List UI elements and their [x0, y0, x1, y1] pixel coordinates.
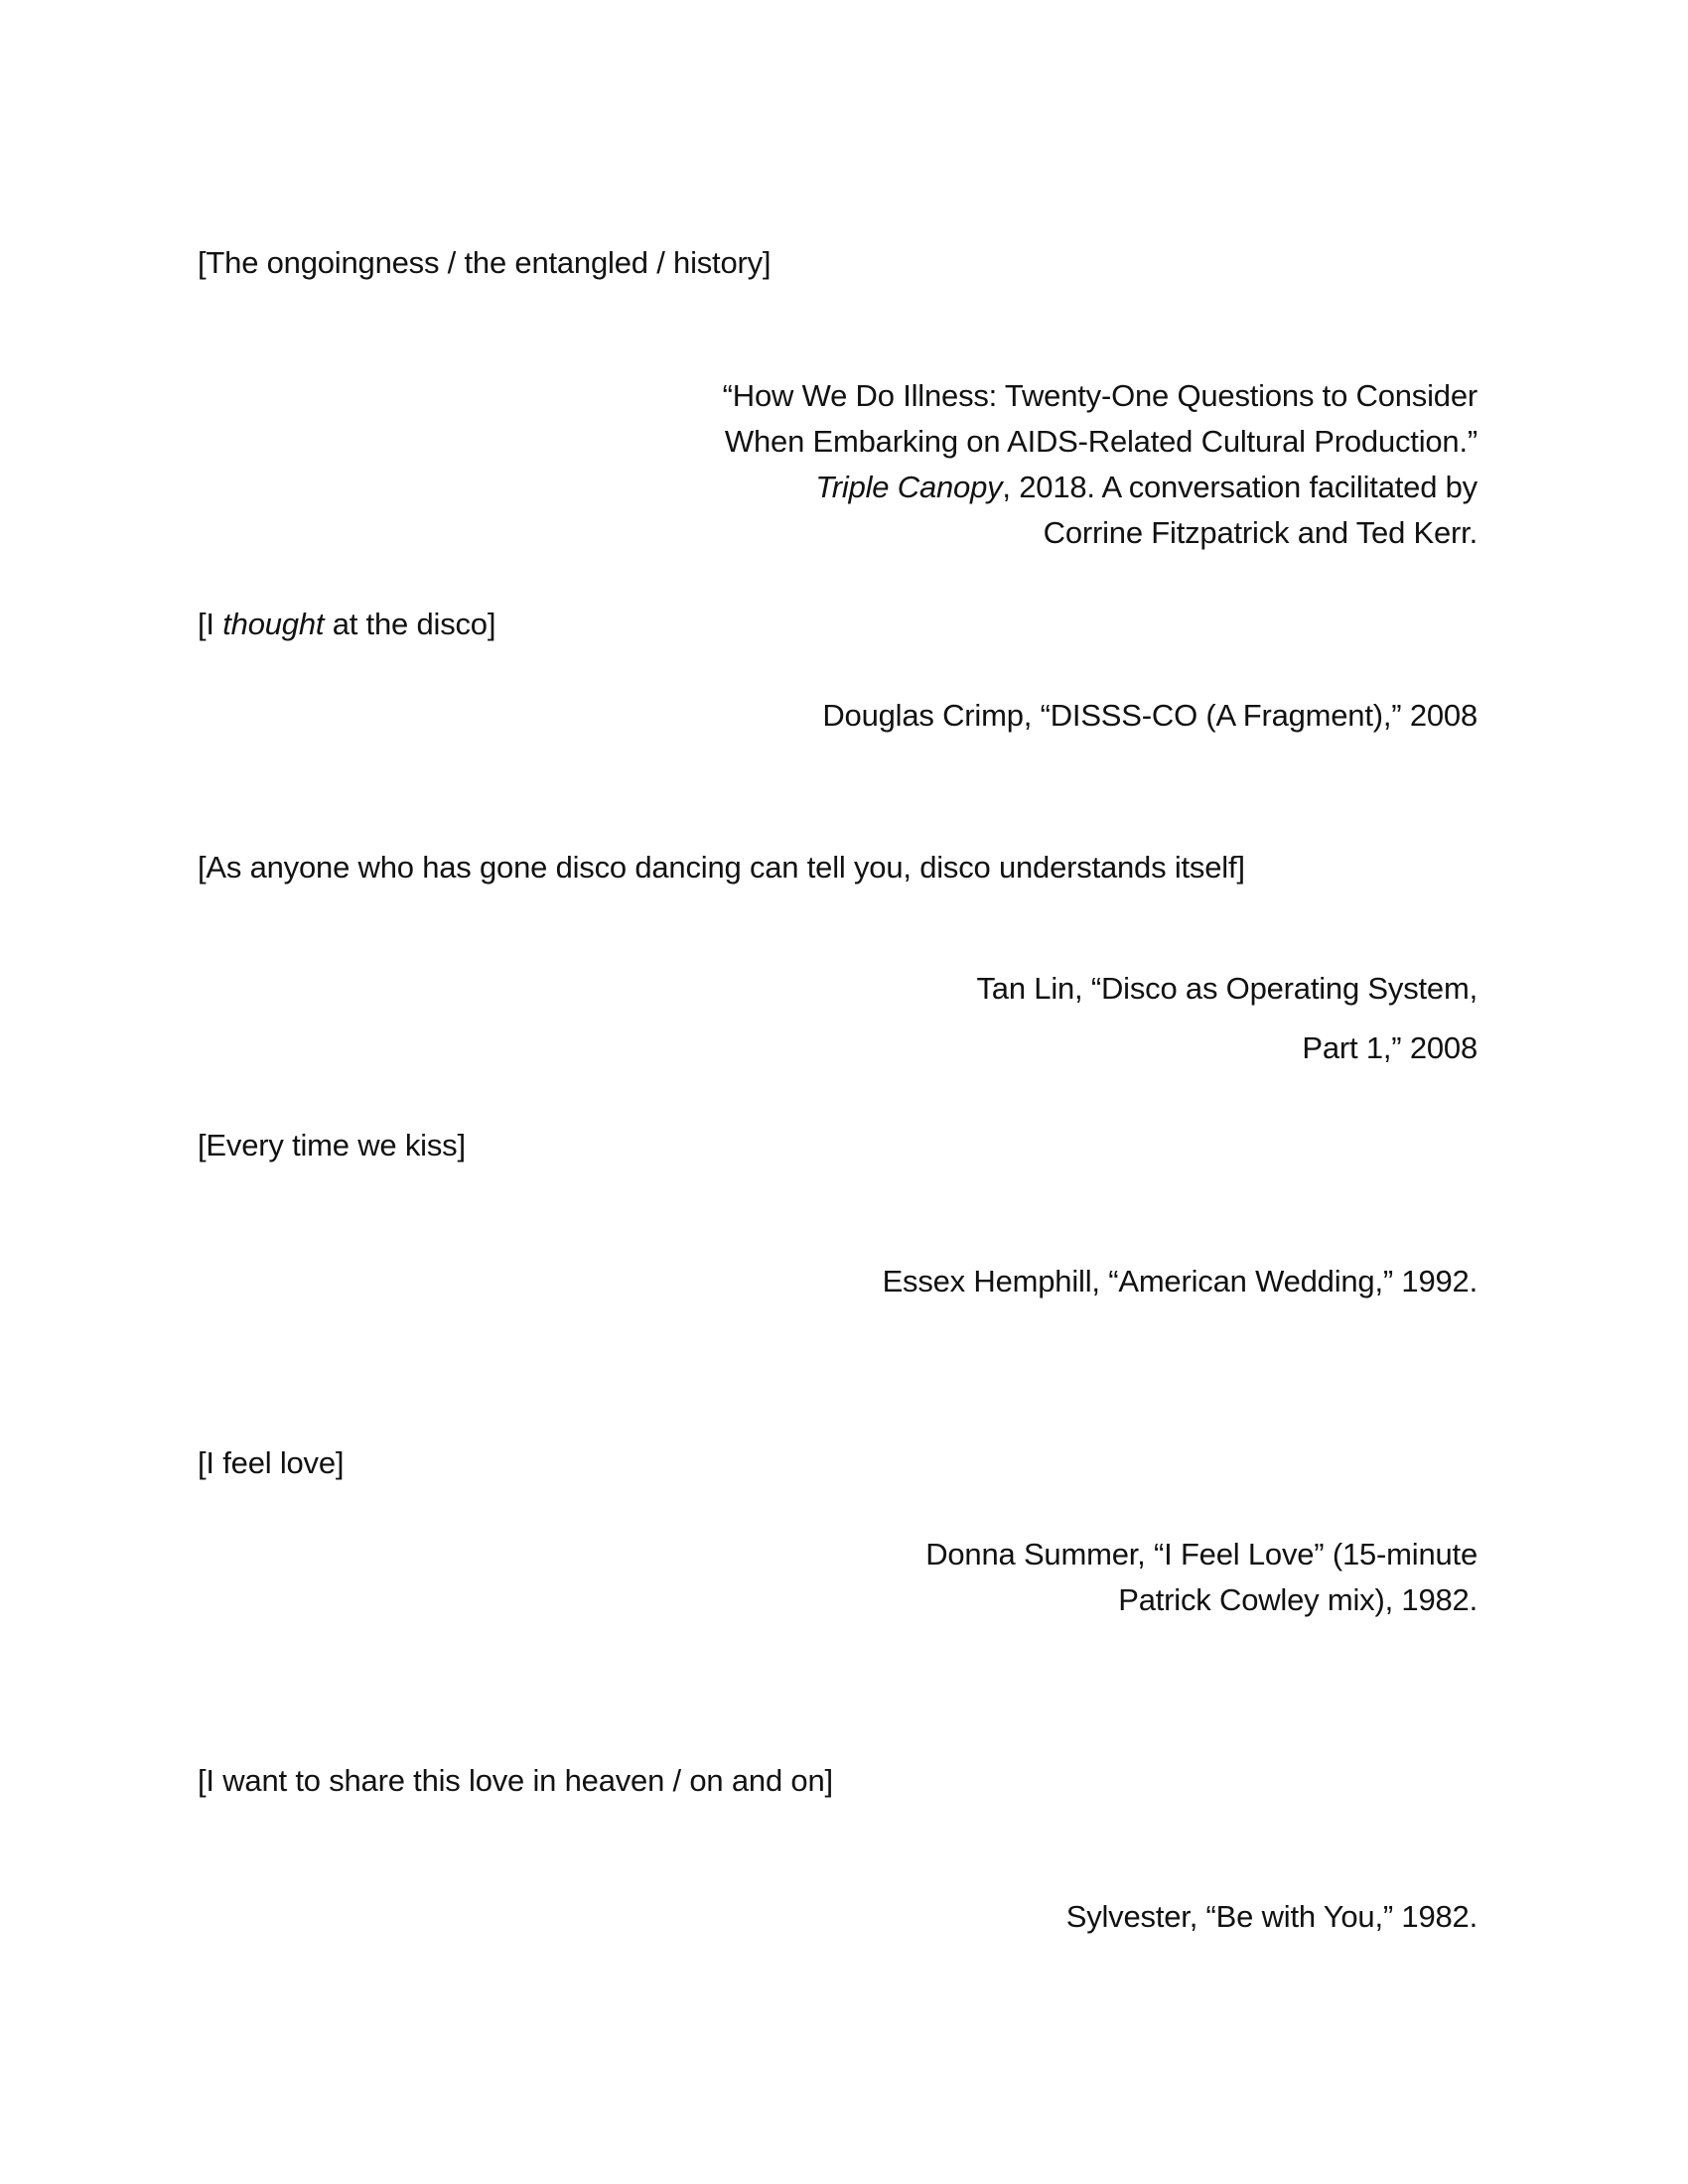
prompt-disco-understands: [As anyone who has gone disco dancing can tell you, disco understands itself]: [198, 850, 1245, 885]
prompt-text: [I: [198, 607, 223, 641]
prompt-text: at the disco]: [324, 607, 496, 641]
citation-line: [723, 465, 1477, 510]
citation-tan-lin: [976, 959, 1477, 1078]
citation-line: Part 1,” 2008: [1302, 1030, 1477, 1065]
citation-line: Corrine Fitzpatrick and Ted Kerr.: [1043, 515, 1477, 550]
citation-hemphill: Essex Hemphill, “American Wedding,” 1992.: [882, 1264, 1477, 1298]
prompt-disco-thought: [198, 602, 495, 647]
citation-donna-summer: [925, 1532, 1477, 1623]
citation-crimp: Douglas Crimp, “DISSS-CO (A Fragment),” 2008: [822, 698, 1477, 733]
citation-line: Tan Lin, “Disco as Operating System,: [976, 971, 1477, 1006]
prompt-i-feel-love: [I feel love]: [198, 1445, 345, 1480]
prompt-italic-word: thought: [222, 607, 325, 641]
citation-line: When Embarking on AIDS-Related Cultural Production.”: [724, 424, 1477, 459]
journal-title: Triple Canopy: [815, 470, 1003, 504]
prompt-share-love: [I want to share this love in heaven / on and on]: [198, 1763, 833, 1798]
citation-how-we-do-illness: [723, 373, 1477, 556]
prompt-ongoingness: [The ongoingness / the entangled / history]: [198, 245, 772, 280]
citation-line: Donna Summer, “I Feel Love” (15-minute: [925, 1537, 1477, 1571]
citation-line-rest: , 2018. A conversation facilitated by: [1002, 470, 1477, 504]
citation-line: “How We Do Illness: Twenty-One Questions to Consider: [722, 378, 1477, 413]
citation-sylvester: Sylvester, “Be with You,” 1982.: [1065, 1899, 1477, 1934]
prompt-every-time: [Every time we kiss]: [198, 1128, 466, 1162]
citation-line: Patrick Cowley mix), 1982.: [1118, 1582, 1477, 1617]
